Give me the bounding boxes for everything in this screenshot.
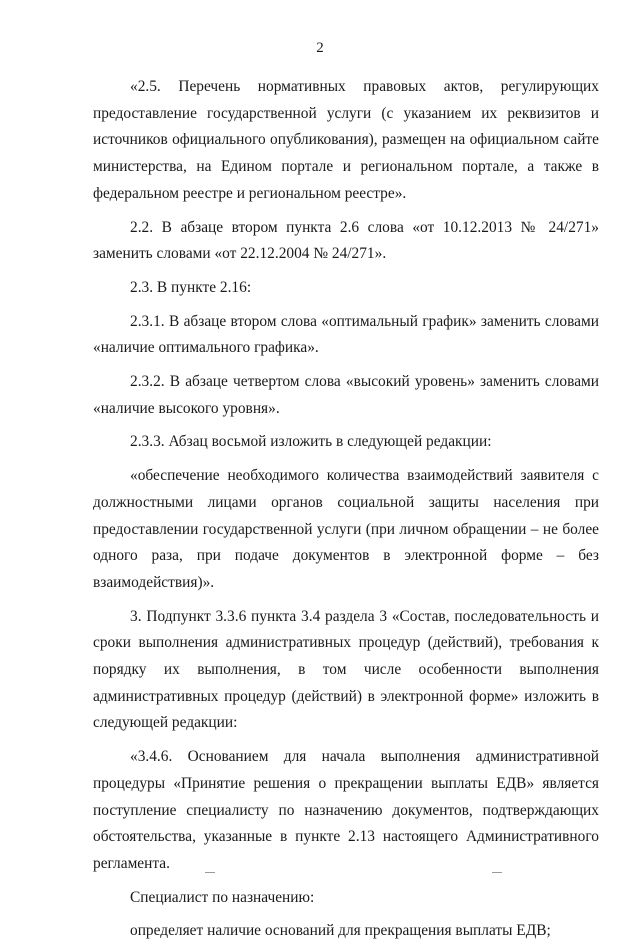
paragraph-3: 3. Подпункт 3.3.6 пункта 3.4 раздела 3 «Состав, последовательность и сроки выполнения административных процедур (действий), требования к порядку их выполнения, в том числе особенности выполнения административных процедур (действий) в электронной форме» изложить в следующей редакции: xyxy=(93,607,599,732)
page-number: 2 xyxy=(316,40,324,56)
paragraph-specialist: Специалист по назначению: xyxy=(130,888,315,906)
paragraph-2-2: 2.2. В абзаце втором пункта 2.6 слова «от 10.12.2013 № 24/271» заменить словами «от 22.12.2004 № 24/271». xyxy=(93,218,599,263)
paragraph-determines: определяет наличие оснований для прекращения выплаты ЕДВ; xyxy=(130,922,551,940)
paragraph-2-5: «2.5. Перечень нормативных правовых актов, регулирующих предоставление государственной услуги (с указанием их реквизитов и источников официального опубликования), размещен на официальном сайте министерства, на Едином портале и региональном портале, а также в федеральном реестре и региональном реестре». xyxy=(93,78,599,202)
paragraph-2-3-1: 2.3.1. В абзаце втором слова «оптимальный график» заменить словами «наличие оптимального графика». xyxy=(93,312,599,357)
paragraph-3-4-6: «3.4.6. Основанием для начала выполнения административной процедуры «Принятие решения о прекращении выплаты ЕДВ» является поступление специалисту по назначению документов, подтверждающих обстоятельства, указанные в пункте 2.13 настоящего Административного регламента. xyxy=(93,748,599,872)
paragraph-2-3: 2.3. В пункте 2.16: xyxy=(130,278,252,296)
paragraph-2-3-3: 2.3.3. Абзац восьмой изложить в следующей редакции: xyxy=(130,433,492,451)
document-body xyxy=(93,74,599,945)
scan-artifact xyxy=(205,872,215,873)
scan-artifact xyxy=(492,872,502,873)
paragraph-quote-interactions: «обеспечение необходимого количества взаимодействий заявителя с должностными лицами органов социальной защиты населения при предоставлении государственной услуги (при личном обращении – не более одного раза, при подаче документов в электронной форме – без взаимодействия)». xyxy=(93,467,599,591)
paragraph-2-3-2: 2.3.2. В абзаце четвертом слова «высокий уровень» заменить словами «наличие высокого уровня». xyxy=(93,373,599,417)
